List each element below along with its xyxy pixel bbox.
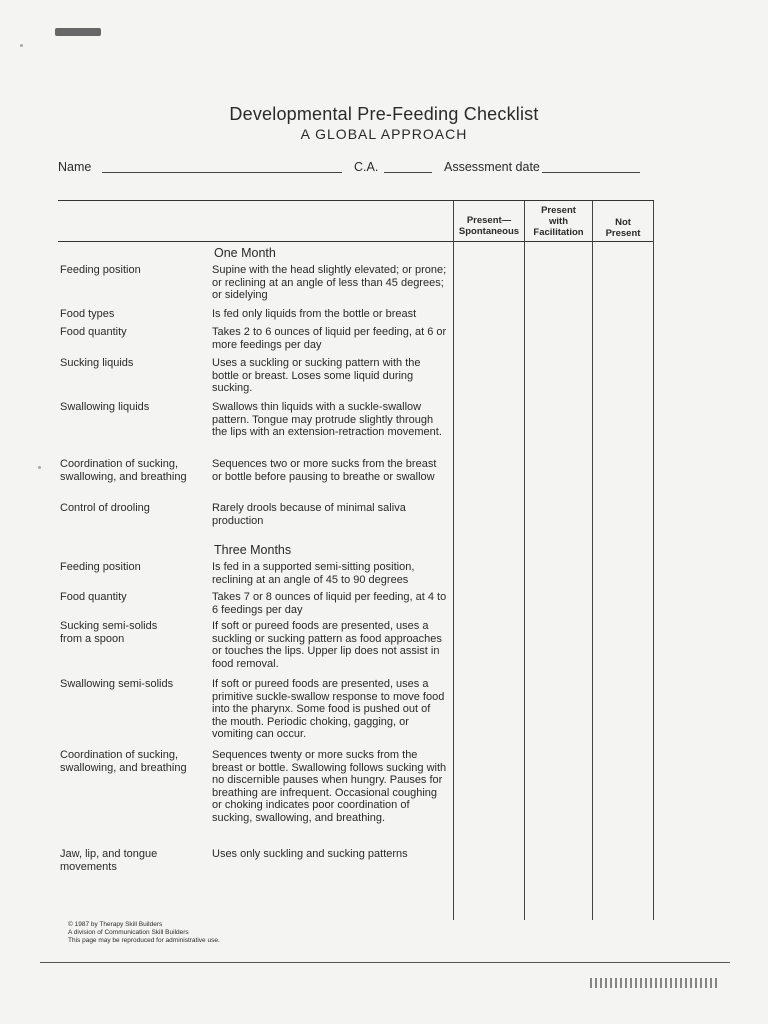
item-label: Swallowing liquids — [60, 401, 150, 413]
item-label: Sucking semi-solids from a spoon — [60, 620, 158, 645]
item-description: If soft or pureed foods are presented, uses a suckling or sucking pattern as food approaches or touches the lips. Upper lip does not assist in food removal. — [212, 620, 442, 670]
footer-line: A division of Communication Skill Builders — [68, 929, 189, 936]
scan-speck — [20, 44, 23, 47]
column-divider — [453, 201, 454, 920]
item-description: Is fed only liquids from the bottle or breast — [212, 308, 417, 320]
table-top-rule — [58, 200, 654, 201]
item-description: Uses a suckling or sucking pattern with the bottle or breast. Loses some liquid during sucking. — [212, 357, 421, 394]
item-description: Swallows thin liquids with a suckle-swallow pattern. Tongue may protrude slightly through the lips with an extension-retraction movement. — [212, 401, 442, 438]
name-field-line[interactable] — [102, 172, 342, 173]
scan-edge-marks — [590, 978, 720, 988]
item-label: Sucking liquids — [60, 357, 134, 369]
table-header-rule — [58, 241, 654, 242]
page-bottom-rule — [40, 962, 730, 963]
assessment-date-label: Assessment date — [444, 160, 540, 174]
item-description: Rarely drools because of minimal saliva production — [212, 502, 406, 527]
item-label: Swallowing semi-solids — [60, 678, 174, 690]
item-description: Takes 2 to 6 ounces of liquid per feeding, at 6 or more feedings per day — [212, 326, 447, 351]
assessment-date-field-line[interactable] — [542, 172, 640, 173]
item-label: Food quantity — [60, 591, 127, 603]
item-description: Sequences twenty or more sucks from the breast or bottle. Swallowing follows sucking with no discernible pauses when hungry. Pauses for breathing are infrequent. Occasional coughing or choking indicates poor coordination of sucking, swallowing, and breathing. — [212, 749, 447, 824]
section-title-three-months: Three Months — [214, 543, 292, 557]
copyright-footer — [68, 921, 220, 945]
item-label: Jaw, lip, and tongue movements — [60, 848, 158, 873]
scan-speck — [38, 466, 41, 469]
column-header-not-present: Not Present — [605, 217, 641, 239]
item-label: Food types — [60, 308, 115, 320]
item-description: Takes 7 or 8 ounces of liquid per feeding, at 4 to 6 feedings per day — [212, 591, 447, 616]
column-divider — [524, 201, 525, 920]
item-description: Sequences two or more sucks from the breast or bottle before pausing to breathe or swallow — [212, 458, 437, 483]
column-header-facilitation: Present with Facilitation — [533, 205, 584, 238]
scan-artifact-mark — [55, 28, 101, 36]
document-title: Developmental Pre-Feeding Checklist — [229, 104, 539, 124]
document-subtitle: A GLOBAL APPROACH — [300, 126, 468, 142]
item-label: Coordination of sucking, swallowing, and breathing — [60, 749, 187, 774]
column-header-spontaneous: Present— Spontaneous — [458, 215, 520, 237]
item-description: Supine with the head slightly elevated; or prone; or reclining at an angle of less than 45 degrees; or sidelying — [212, 264, 447, 301]
column-divider — [653, 201, 654, 920]
item-description: Is fed in a supported semi-sitting position, reclining at an angle of 45 to 90 degrees — [212, 561, 415, 586]
ca-field-line[interactable] — [384, 172, 432, 173]
item-label: Coordination of sucking, swallowing, and breathing — [60, 458, 187, 483]
item-label: Control of drooling — [60, 502, 150, 514]
name-label: Name — [58, 160, 92, 174]
item-description: If soft or pureed foods are presented, uses a primitive suckle-swallow response to move food into the pharynx. Some food is pushed out of the mouth. Periodic choking, gagging, or vomiting can occur. — [212, 678, 445, 740]
section-title-one-month: One Month — [214, 246, 276, 260]
ca-label: C.A. — [354, 160, 379, 174]
item-label: Feeding position — [60, 264, 141, 276]
item-label: Food quantity — [60, 326, 127, 338]
footer-line: © 1987 by Therapy Skill Builders — [68, 921, 163, 928]
item-label: Feeding position — [60, 561, 141, 573]
footer-line: This page may be reproduced for administrative use. — [68, 937, 220, 944]
column-divider — [592, 201, 593, 920]
item-description: Uses only suckling and sucking patterns — [212, 848, 408, 860]
